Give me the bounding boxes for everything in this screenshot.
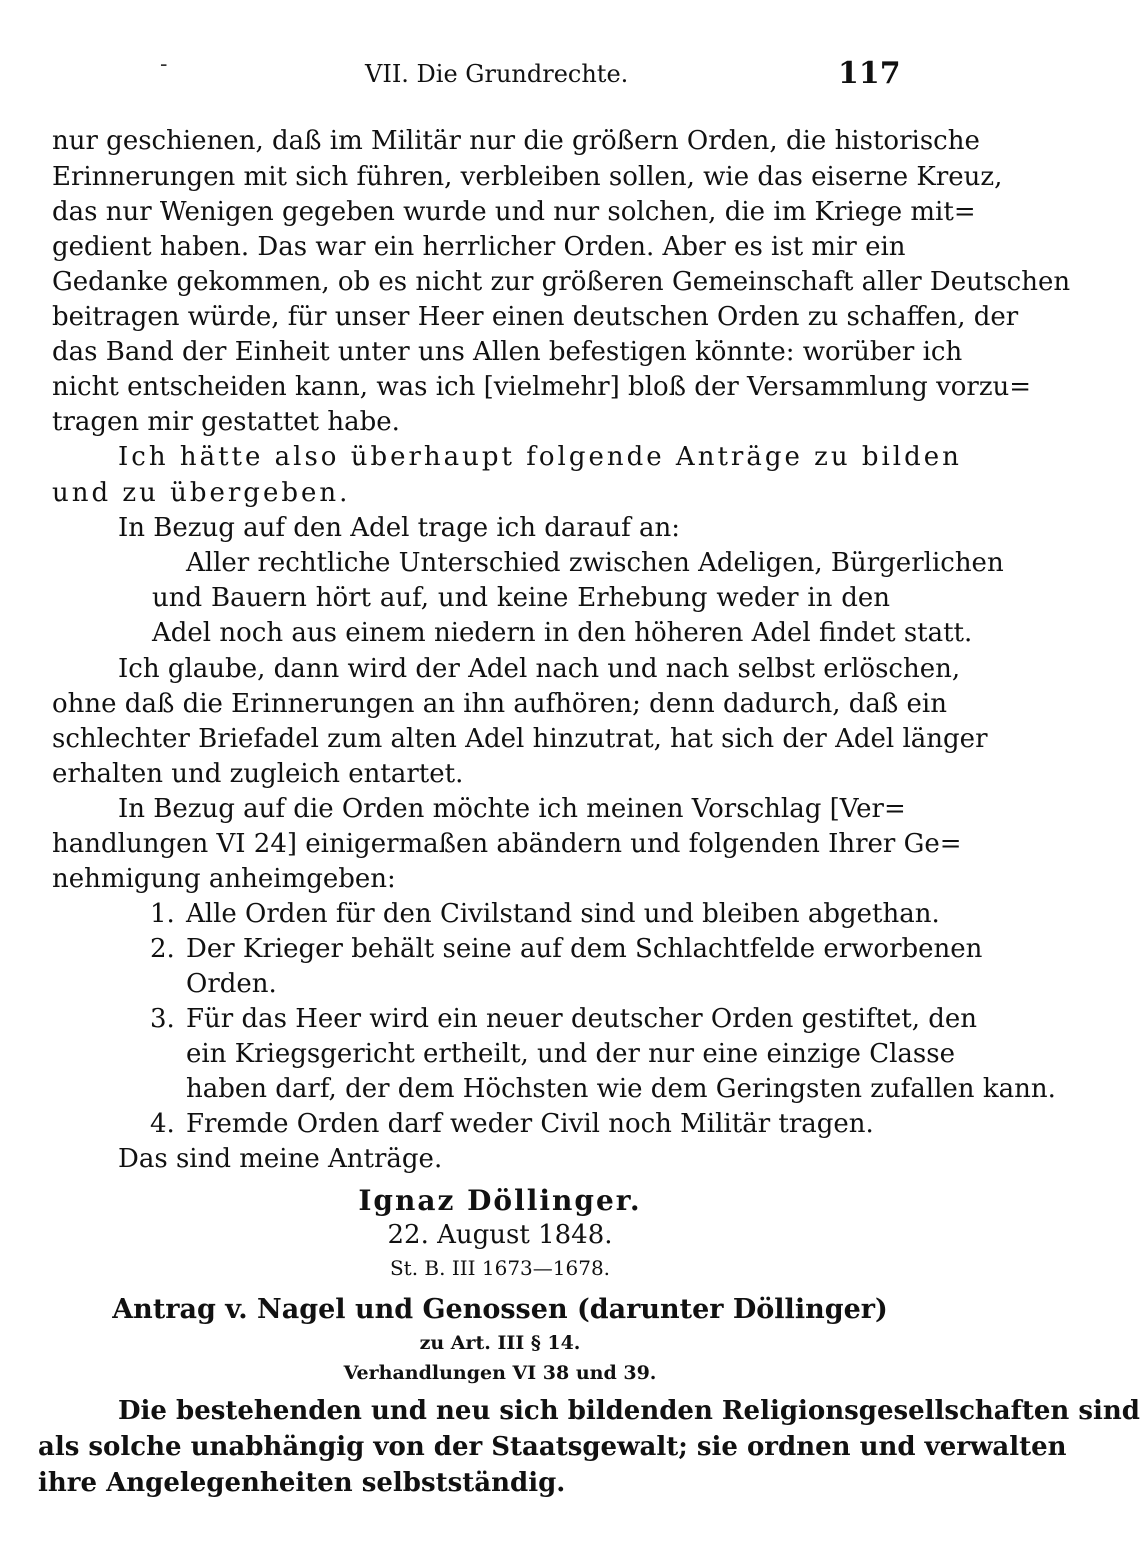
quote-line: Adel noch aus einem niedern in den höheren Adel findet statt.	[152, 618, 973, 648]
quote-line: Aller rechtliche Unterschied zwischen Adeligen, Bürgerlichen	[186, 548, 1004, 578]
text-line: nehmigung anheimgeben:	[52, 864, 396, 894]
text-line: Gedanke gekommen, ob es nicht zur größeren Gemeinschaft aller Deutschen	[52, 267, 1071, 297]
text-line: Ich glaube, dann wird der Adel nach und nach selbst erlöschen,	[118, 654, 961, 684]
signature-reference: St. B. III 1673—1678.	[389, 1256, 611, 1280]
list-number: 1.	[150, 899, 175, 929]
text-line-spaced: Ich hätte also überhaupt folgende Anträge zu bilden	[118, 442, 962, 472]
text-line: Erinnerungen mit sich führen, verbleiben sollen, wie das eiserne Kreuz,	[52, 162, 1003, 192]
list-item-line: Alle Orden für den Civilstand sind und bleiben abgethan.	[186, 899, 940, 929]
list-item-line: Der Krieger behält seine auf dem Schlachtfelde erworbenen	[186, 934, 983, 964]
motion-text-line: Die bestehenden und neu sich bildenden Religionsgesellschaften sind	[118, 1396, 1140, 1426]
text-line: nur geschienen, daß im Militär nur die größern Orden, die historische	[52, 126, 980, 156]
motion-text-line: als solche unabhängig von der Staatsgewalt; sie ordnen und verwalten	[38, 1432, 1067, 1462]
list-item-line: Orden.	[186, 969, 277, 999]
signature-name: Ignaz Döllinger.	[358, 1184, 642, 1217]
quote-line: und Bauern hört auf, und keine Erhebung weder in den	[152, 583, 890, 613]
text-line: In Bezug auf die Orden möchte ich meinen Vorschlag [Ver=	[118, 794, 906, 824]
list-item-line: Für das Heer wird ein neuer deutscher Orden gestiftet, den	[186, 1004, 978, 1034]
text-line: In Bezug auf den Adel trage ich darauf an:	[118, 513, 680, 543]
text-line: handlungen VI 24] einigermaßen abändern und folgenden Ihrer Ge=	[52, 829, 962, 859]
text-line: nicht entscheiden kann, was ich [vielmehr] bloß der Versammlung vorzu=	[52, 372, 1032, 402]
page-number: 117	[838, 56, 901, 91]
list-number: 4.	[150, 1109, 175, 1139]
text-line-spaced: und zu übergeben.	[52, 478, 351, 508]
motion-reference: Verhandlungen VI 38 und 39.	[343, 1362, 657, 1384]
motion-article: zu Art. III § 14.	[419, 1332, 581, 1354]
list-number: 3.	[150, 1004, 175, 1034]
text-line: das Band der Einheit unter uns Allen befestigen könnte: worüber ich	[52, 337, 963, 367]
text-line: beitragen würde, für unser Heer einen deutschen Orden zu schaffen, der	[52, 302, 1019, 332]
closing-line: Das sind meine Anträge.	[118, 1144, 443, 1174]
signature-date: 22. August 1848.	[387, 1220, 613, 1250]
list-item-line: Fremde Orden darf weder Civil noch Militär tragen.	[186, 1109, 874, 1139]
text-line: ohne daß die Erinnerungen an ihn aufhören; denn dadurch, daß ein	[52, 689, 947, 719]
list-number: 2.	[150, 934, 175, 964]
text-line: erhalten und zugleich entartet.	[52, 759, 464, 789]
text-line: das nur Wenigen gegeben wurde und nur solchen, die im Kriege mit=	[52, 197, 976, 227]
list-item-line: haben darf, der dem Höchsten wie dem Geringsten zufallen kann.	[186, 1074, 1056, 1104]
motion-title: Antrag v. Nagel und Genossen (darunter Döllinger)	[112, 1294, 888, 1325]
text-line: gedient haben. Das war ein herrlicher Orden. Aber es ist mir ein	[52, 232, 906, 262]
motion-text-line: ihre Angelegenheiten selbstständig.	[38, 1468, 566, 1498]
list-item-line: ein Kriegsgericht ertheilt, und der nur eine einzige Classe	[186, 1039, 955, 1069]
running-title: VII. Die Grundrechte.	[365, 60, 629, 88]
header-mark: -	[160, 52, 168, 77]
text-line: tragen mir gestattet habe.	[52, 407, 400, 437]
text-line: schlechter Briefadel zum alten Adel hinzutrat, hat sich der Adel länger	[52, 724, 988, 754]
